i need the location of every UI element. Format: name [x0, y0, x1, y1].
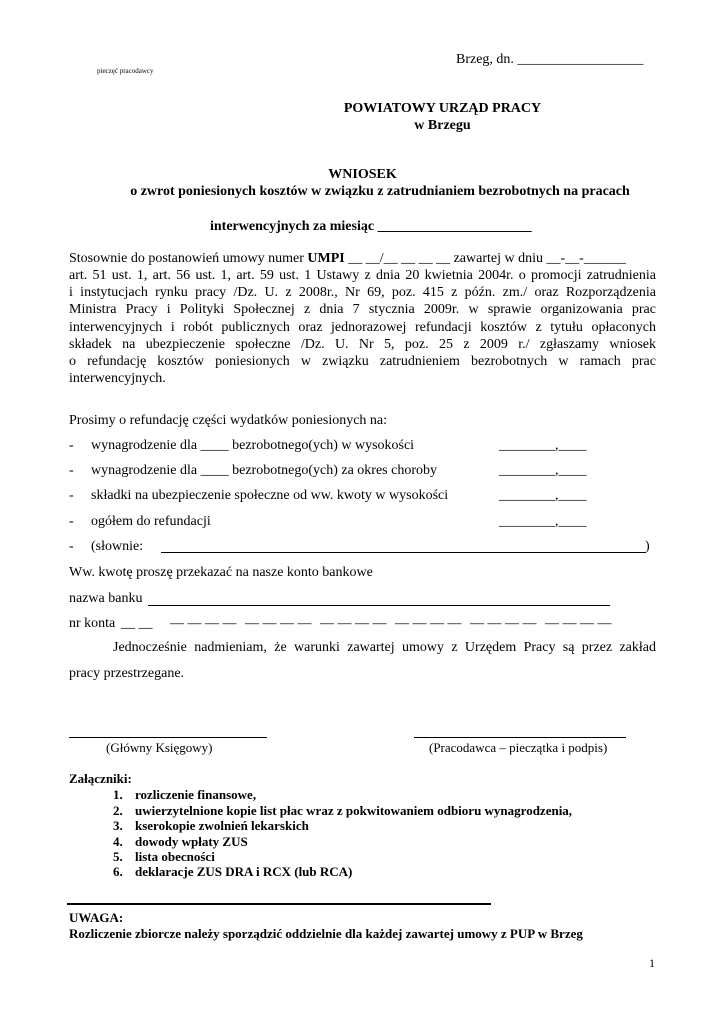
note-separator: [67, 903, 491, 905]
amount-in-words-close: ): [645, 539, 650, 554]
note-text: Rozliczenie zbiorcze należy sporządzić oddzielnie dla każdej zawartej umowy z PUP w Brzeg: [69, 926, 583, 941]
request-item-amount: ________,____: [499, 463, 587, 478]
attachment-item: deklaracje ZUS DRA i RCX (lub RCA): [135, 864, 353, 879]
document-title: WNIOSEK: [328, 167, 397, 182]
request-item-amount: ________,____: [499, 514, 587, 529]
addressee-city: w Brzegu: [414, 118, 471, 133]
account-group: — — — —: [545, 616, 612, 631]
bank-name-label: nazwa banku: [69, 591, 143, 606]
request-intro: Prosimy o refundację części wydatków poniesionych na:: [69, 413, 388, 428]
account-group: — — — —: [320, 616, 387, 631]
body-line: Ministra Pracy i Polityki Społecznej z dnia 7 stycznia 2009r. w sprawie organizowania prac: [69, 302, 656, 317]
request-item-label: ogółem do refundacji: [91, 514, 211, 529]
request-item-dash: -: [69, 463, 74, 478]
attachment-item: rozliczenie finansowe,: [135, 787, 257, 802]
body-last-line: interwencyjnych.: [69, 371, 166, 386]
agreement-number-line: [69, 251, 626, 267]
request-item-dash: -: [69, 488, 74, 503]
attachments-heading: Załączniki:: [69, 771, 132, 786]
signature-line-employer: [414, 737, 626, 738]
agreement-intro: Stosownie do postanowień umowy numer: [69, 251, 308, 266]
attachment-number: 4.: [113, 834, 123, 849]
attachment-number: 1.: [113, 787, 123, 802]
attachment-item: dowody wpłaty ZUS: [135, 834, 248, 849]
request-item-amount: ________,____: [499, 438, 587, 453]
request-item-label: składki na ubezpieczenie społeczne od ww. kwoty w wysokości: [91, 488, 449, 503]
attachment-number: 2.: [113, 803, 123, 818]
attachment-number: 3.: [113, 818, 123, 833]
amount-in-words-field: [161, 552, 646, 553]
attachment-item: lista obecności: [135, 849, 215, 864]
attachment-item: uwierzytelnione kopie list płac wraz z pokwitowaniem odbioru wynagrodzenia,: [135, 803, 573, 818]
request-item-dash: -: [69, 514, 74, 529]
body-line: o refundację kosztów poniesionych w związku zatrudnieniem bezrobotnych w ramach prac: [69, 354, 656, 369]
place-date-line: Brzeg, dn. __________________: [456, 52, 644, 67]
signature-label-employer: (Pracodawca – pieczątka i podpis): [429, 740, 608, 755]
request-item-dash: -: [69, 438, 74, 453]
statement-line1: Jednocześnie nadmieniam, że warunki zawartej umowy z Urzędem Pracy są przez zakład: [113, 640, 656, 655]
amount-in-words-label: (słownie:: [91, 539, 144, 554]
bank-intro: Ww. kwotę proszę przekazać na nasze konto bankowe: [69, 565, 373, 580]
bank-name-field: [148, 605, 610, 606]
account-number-label: nr konta: [69, 616, 116, 631]
signature-label-accountant: (Główny Księgowy): [106, 740, 213, 755]
body-line: art. 51 ust. 1, art. 56 ust. 1, art. 59 ust. 1 Ustawy z dnia 20 kwietnia 2004r. o promocji zatrudnienia: [69, 268, 656, 283]
attachment-item: kserokopie zwolnień lekarskich: [135, 818, 309, 833]
request-item-label: wynagrodzenie dla ____ bezrobotnego(ych) za okres choroby: [91, 463, 437, 478]
signature-line-accountant: [69, 737, 267, 738]
body-line: składek na ubezpieczenie społeczne /Dz. U. Nr 5, poz. 25 z 2009 r./ zgłaszamy wniosek: [69, 337, 656, 352]
agreement-code: UMPI: [307, 251, 345, 266]
page-number: 1: [649, 956, 655, 970]
body-line: i instytucjach rynku pracy /Dz. U. z 2008r., Nr 69, poz. 415 z późn. zm./ oraz Rozporządzenia: [69, 285, 656, 300]
account-group: __ __: [121, 616, 153, 631]
attachment-number: 5.: [113, 849, 123, 864]
amount-in-words-dash: -: [69, 539, 74, 554]
request-item-label: wynagrodzenie dla ____ bezrobotnego(ych) w wysokości: [91, 438, 415, 453]
request-item-amount: ________,____: [499, 488, 587, 503]
statement-line2: pracy przestrzegane.: [69, 666, 185, 681]
account-group: — — — —: [170, 616, 237, 631]
addressee-office: POWIATOWY URZĄD PRACY: [343, 101, 542, 116]
account-group: — — — —: [245, 616, 312, 631]
agreement-number-blanks: __ __/__ __ __ __ zawartej w dniu __-__-______: [344, 251, 626, 266]
note-heading: UWAGA:: [69, 910, 124, 925]
body-line: interwencyjnych i robót publicznych oraz jednorazowej refundacji kosztów z tytułu opłaconych: [69, 320, 656, 335]
stamp-label: pieczęć pracodawcy: [97, 67, 154, 75]
document-subtitle-line1: o zwrot poniesionych kosztów w związku z zatrudnianiem bezrobotnych na pracach: [130, 184, 630, 199]
attachment-number: 6.: [113, 864, 123, 879]
document-subtitle-line2: interwencyjnych za miesiąc ______________________: [210, 219, 532, 234]
account-group: — — — —: [470, 616, 537, 631]
account-group: — — — —: [395, 616, 462, 631]
